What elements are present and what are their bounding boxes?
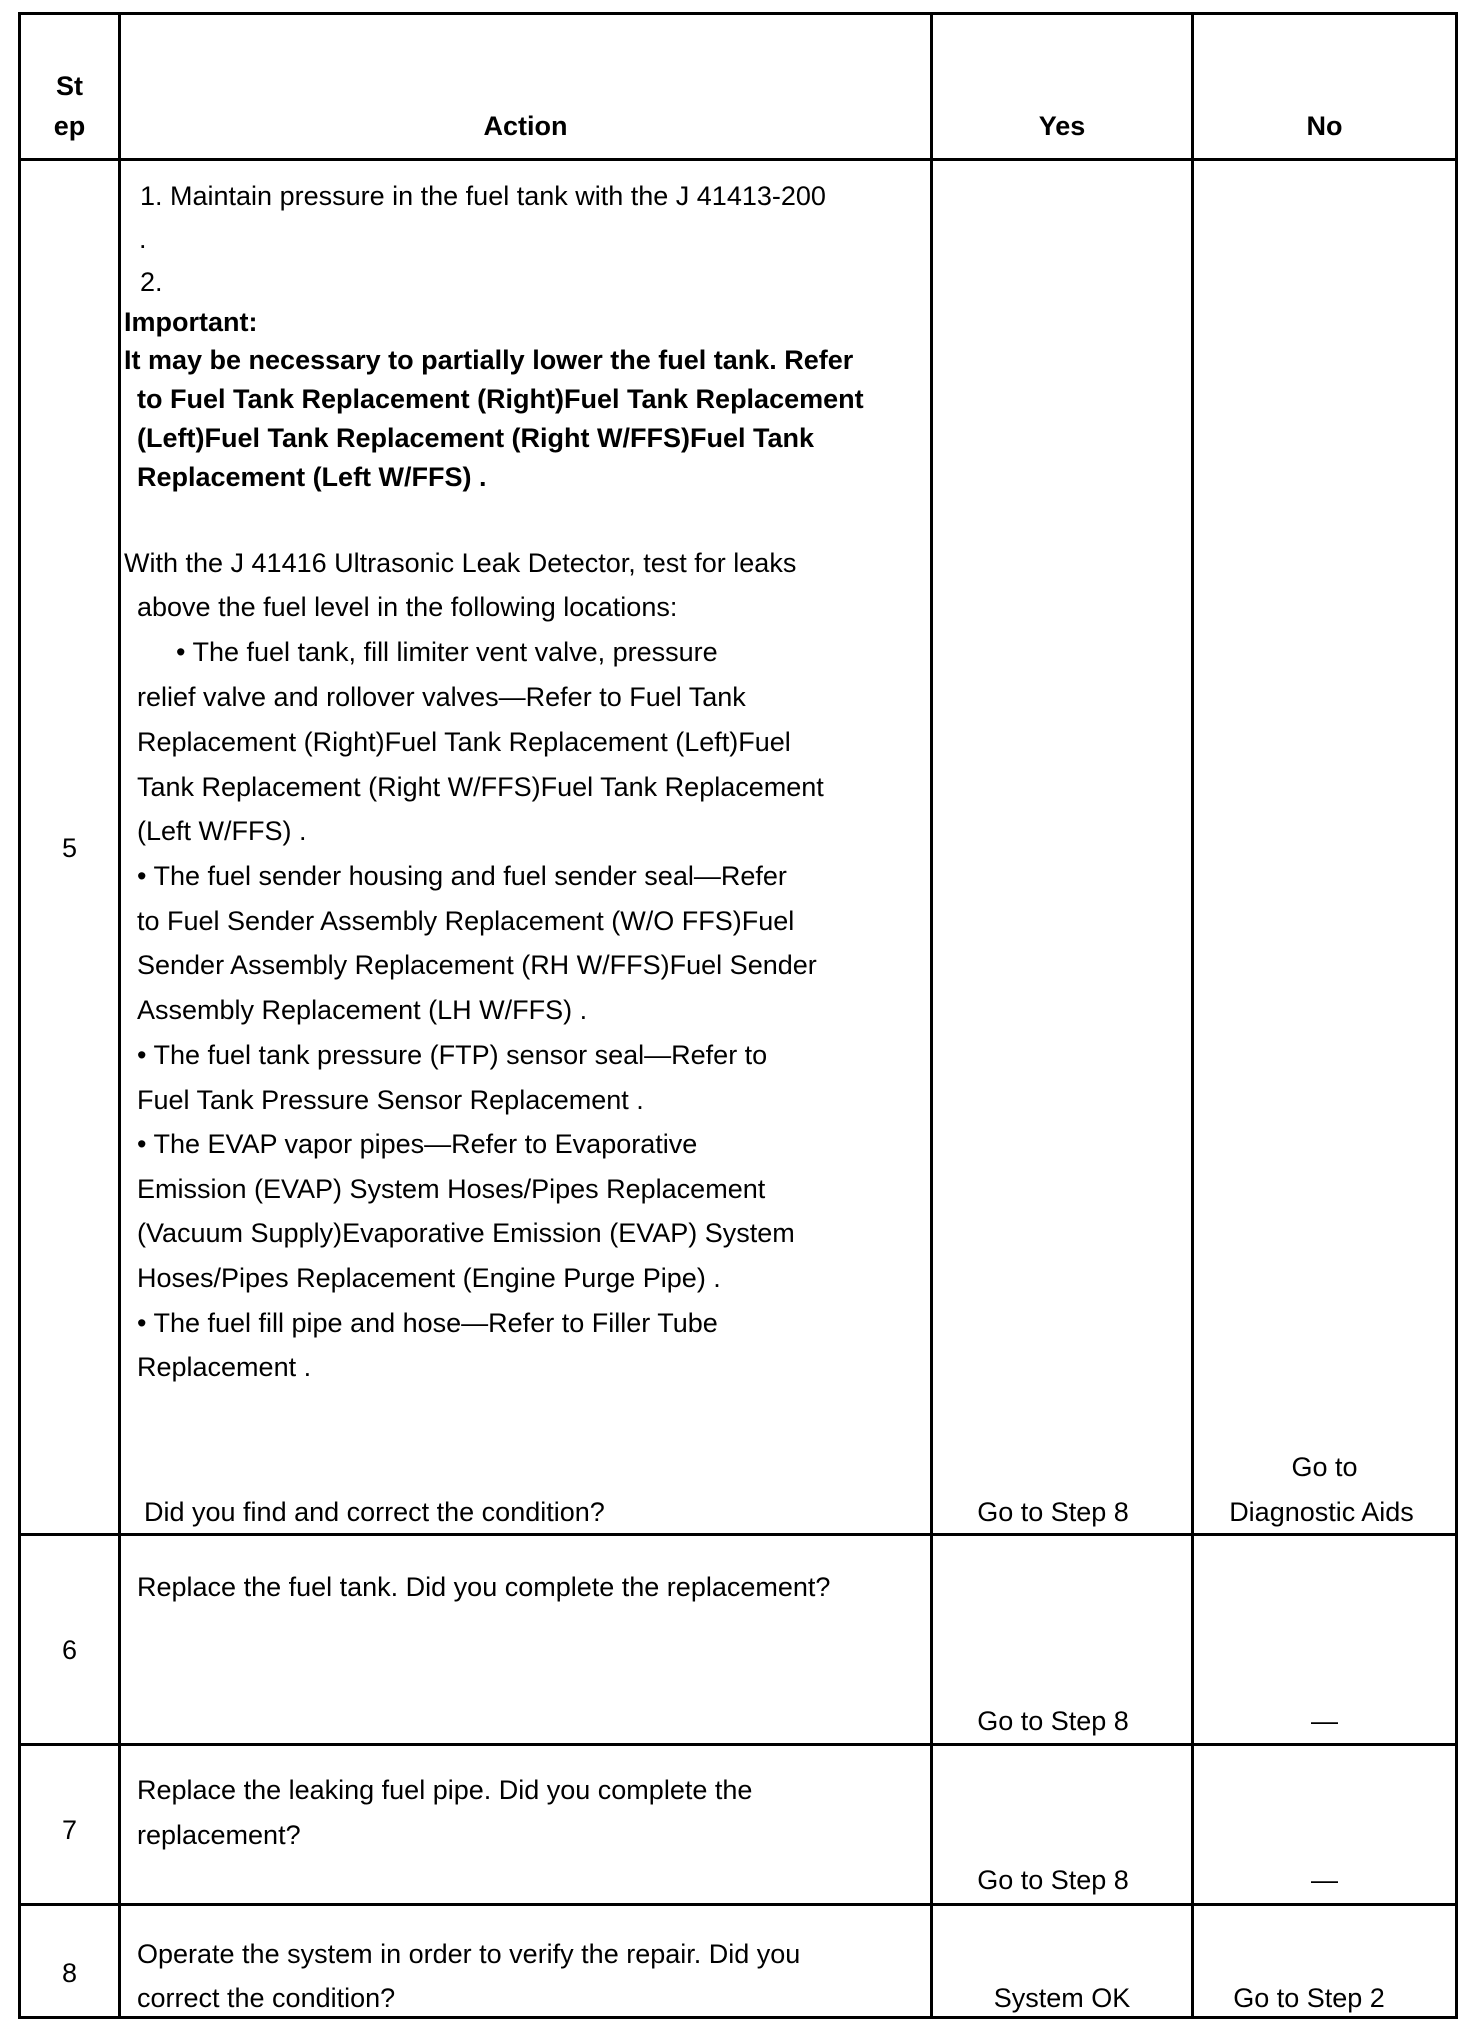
row6-divider	[18, 1743, 1458, 1746]
row5-important-label: Important:	[124, 307, 258, 337]
diagnostic-table	[18, 12, 1458, 2019]
step-col-divider	[118, 12, 121, 2019]
row5-important-line: It may be necessary to partially lower the fuel tank. Refer	[124, 345, 854, 375]
row5-intro-line: With the J 41416 Ultrasonic Leak Detector, test for leaks	[124, 548, 797, 578]
row5-bullet-line: • The fuel tank pressure (FTP) sensor seal—Refer to	[137, 1040, 768, 1070]
row5-bullet-line: Emission (EVAP) System Hoses/Pipes Replacement	[137, 1174, 766, 1204]
row5-no-line2: Diagnostic Aids	[1229, 1497, 1414, 1527]
row7-divider	[18, 1903, 1458, 1906]
row5-no-line1: Go to	[1291, 1452, 1358, 1482]
row5-bullet-line: relief valve and rollover valves—Refer to Fuel Tank	[137, 682, 746, 712]
row5-bullet-line: • The fuel tank, fill limiter vent valve, pressure	[176, 637, 718, 667]
row5-important-line: to Fuel Tank Replacement (Right)Fuel Tank Replacement	[137, 384, 864, 414]
row5-bullet-line: Tank Replacement (Right W/FFS)Fuel Tank Replacement	[137, 772, 824, 802]
row7-action-line1: Replace the leaking fuel pipe. Did you complete the	[137, 1775, 753, 1805]
row8-step: 8	[61, 1958, 78, 1988]
row5-bullet-line: Replacement (Right)Fuel Tank Replacement (Left)Fuel	[137, 727, 791, 757]
row5-bullet-line: Sender Assembly Replacement (RH W/FFS)Fuel Sender	[137, 950, 817, 980]
row6-yes: Go to Step 8	[977, 1706, 1129, 1736]
header-step-line2: ep	[53, 111, 86, 141]
header-divider	[18, 158, 1458, 161]
header-action: Action	[483, 111, 568, 141]
row5-bullet-line: • The fuel fill pipe and hose—Refer to Filler Tube	[137, 1308, 718, 1338]
row6-action: Replace the fuel tank. Did you complete the replacement?	[137, 1572, 831, 1602]
row5-item1: 1. Maintain pressure in the fuel tank with the J 41413-200	[140, 181, 826, 211]
row8-yes: System OK	[993, 1983, 1131, 2013]
row5-important-line: Replacement (Left W/FFS) .	[137, 462, 487, 492]
row7-no: —	[1311, 1865, 1338, 1895]
row7-yes: Go to Step 8	[977, 1865, 1129, 1895]
row5-important-line: (Left)Fuel Tank Replacement (Right W/FFS)Fuel Tank	[137, 423, 815, 453]
row7-step: 7	[61, 1815, 78, 1845]
header-no: No	[1306, 111, 1343, 141]
row8-action-line2: correct the condition?	[137, 1983, 396, 2013]
row5-bullet-line: • The EVAP vapor pipes—Refer to Evaporative	[137, 1129, 698, 1159]
header-yes: Yes	[1038, 111, 1086, 141]
row5-bullet-line: to Fuel Sender Assembly Replacement (W/O FFS)Fuel	[137, 906, 795, 936]
table-border-top	[18, 12, 1458, 15]
header-step-line1: St	[56, 71, 83, 101]
row5-bullet-line: (Left W/FFS) .	[137, 816, 307, 846]
row5-step: 5	[61, 833, 78, 863]
row5-intro-line: above the fuel level in the following locations:	[137, 592, 678, 622]
row5-yes: Go to Step 8	[977, 1497, 1129, 1527]
row5-question: Did you find and correct the condition?	[144, 1497, 605, 1527]
row6-step: 6	[61, 1635, 78, 1665]
table-border-right	[1455, 12, 1458, 2019]
row5-bullet-line: Fuel Tank Pressure Sensor Replacement .	[137, 1085, 644, 1115]
table-border-left	[18, 12, 21, 2019]
row5-bullet-line: • The fuel sender housing and fuel sender seal—Refer	[137, 861, 787, 891]
row8-action-line1: Operate the system in order to verify the repair. Did you	[137, 1939, 801, 1969]
row5-bullet-line: (Vacuum Supply)Evaporative Emission (EVAP) System	[137, 1218, 795, 1248]
row6-no: —	[1311, 1706, 1338, 1736]
row5-bullet-line: Replacement .	[137, 1352, 312, 1382]
row5-bullet-line: Hoses/Pipes Replacement (Engine Purge Pipe) .	[137, 1263, 721, 1293]
row7-action-line2: replacement?	[137, 1820, 301, 1850]
row8-no: Go to Step 2	[1233, 1983, 1385, 2013]
row5-item1-dot: .	[139, 224, 147, 254]
row5-item2: 2.	[140, 267, 163, 297]
row5-bullet-line: Assembly Replacement (LH W/FFS) .	[137, 995, 588, 1025]
